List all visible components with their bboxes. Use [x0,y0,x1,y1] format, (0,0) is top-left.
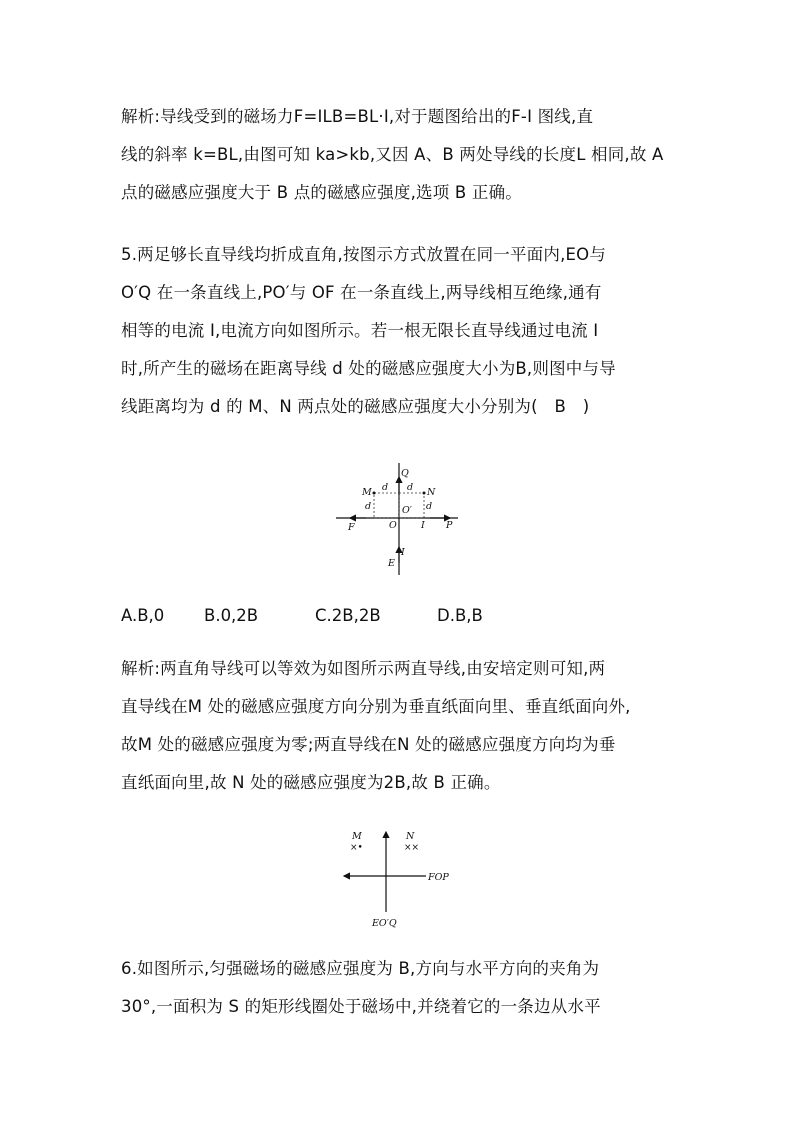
dashed-box-m [374,493,399,518]
label-d: d [365,501,372,512]
text-line: 线距离均为 d 的 M、N 两点处的磁感应强度大小分别为( B ) [121,397,590,416]
text-line: 直导线在M 处的磁感应强度方向分别为垂直纸面向里、垂直纸面向外, [121,697,631,716]
label-q: Q [401,468,409,479]
label-m: M [352,831,362,842]
field-symbols-m: ×• [350,843,363,853]
label-i: I [421,520,425,531]
text-line: 时,所产生的磁场在距离导线 d 处的磁感应强度大小为B,则图中与导 [121,359,616,378]
answer-options [121,602,669,630]
label-d: d [426,501,433,512]
text-line: O′Q 在一条直线上,PO′与 OF 在一条直线上,两导线相互绝缘,通有 [121,283,602,302]
label-m: M [362,487,372,498]
label-n: N [406,831,415,842]
text-line: 点的磁感应强度大于 B 点的磁感应强度,选项 B 正确。 [121,183,522,202]
label-d: d [382,482,389,493]
label-fop: FOP [428,872,449,883]
figure-right-angle-wires [330,455,470,580]
option-d: D.B,B [437,606,483,625]
point-n [423,492,426,495]
label-p: P [446,520,453,531]
option-c: C.2B,2B [315,606,381,625]
label-i: I [401,547,405,558]
text-line: 解析:两直角导线可以等效为如图所示两直导线,由安培定则可知,两 [121,659,606,678]
text-line: 5.两足够长直导线均折成直角,按图示方式放置在同一平面内,EO与 [121,245,607,264]
text-line: 6.如图所示,匀强磁场的磁感应强度为 B,方向与水平方向的夹角为 [121,959,600,978]
label-o-prime: O′ [402,505,412,516]
text-line: 解析:导线受到的磁场力F=ILB=BL·I,对于题图给出的F-I 图线,直 [121,107,594,126]
text-line: 30°,一面积为 S 的矩形线圈处于磁场中,并绕着它的一条边从水平 [121,997,601,1016]
label-o: O [389,520,397,531]
question-6 [121,950,669,1026]
label-eoq: EO′Q [372,918,397,929]
figure-equivalent-wires [338,824,458,932]
label-n: N [427,487,436,498]
text-line: 线的斜率 k=BL,由图可知 ka>kb,又因 A、B 两处导线的长度L 相同,故 A [121,145,664,164]
label-f: F [348,522,355,533]
analysis-q4 [121,98,669,212]
option-a: A.B,0 [121,606,165,625]
text-line: 故M 处的磁感应强度为零;两直导线在N 处的磁感应强度方向均为垂 [121,735,616,754]
option-b: B.0,2B [204,606,259,625]
text-line: 直纸面向里,故 N 处的磁感应强度为2B,故 B 正确。 [121,773,501,792]
field-symbols-n: ×× [404,843,420,853]
label-d: d [407,482,414,493]
analysis-q5 [121,650,669,802]
text-line: 相等的电流 I,电流方向如图所示。若一根无限长直导线通过电流 I [121,321,599,340]
label-e: E [388,558,395,569]
question-5 [121,236,669,426]
point-m [373,492,376,495]
